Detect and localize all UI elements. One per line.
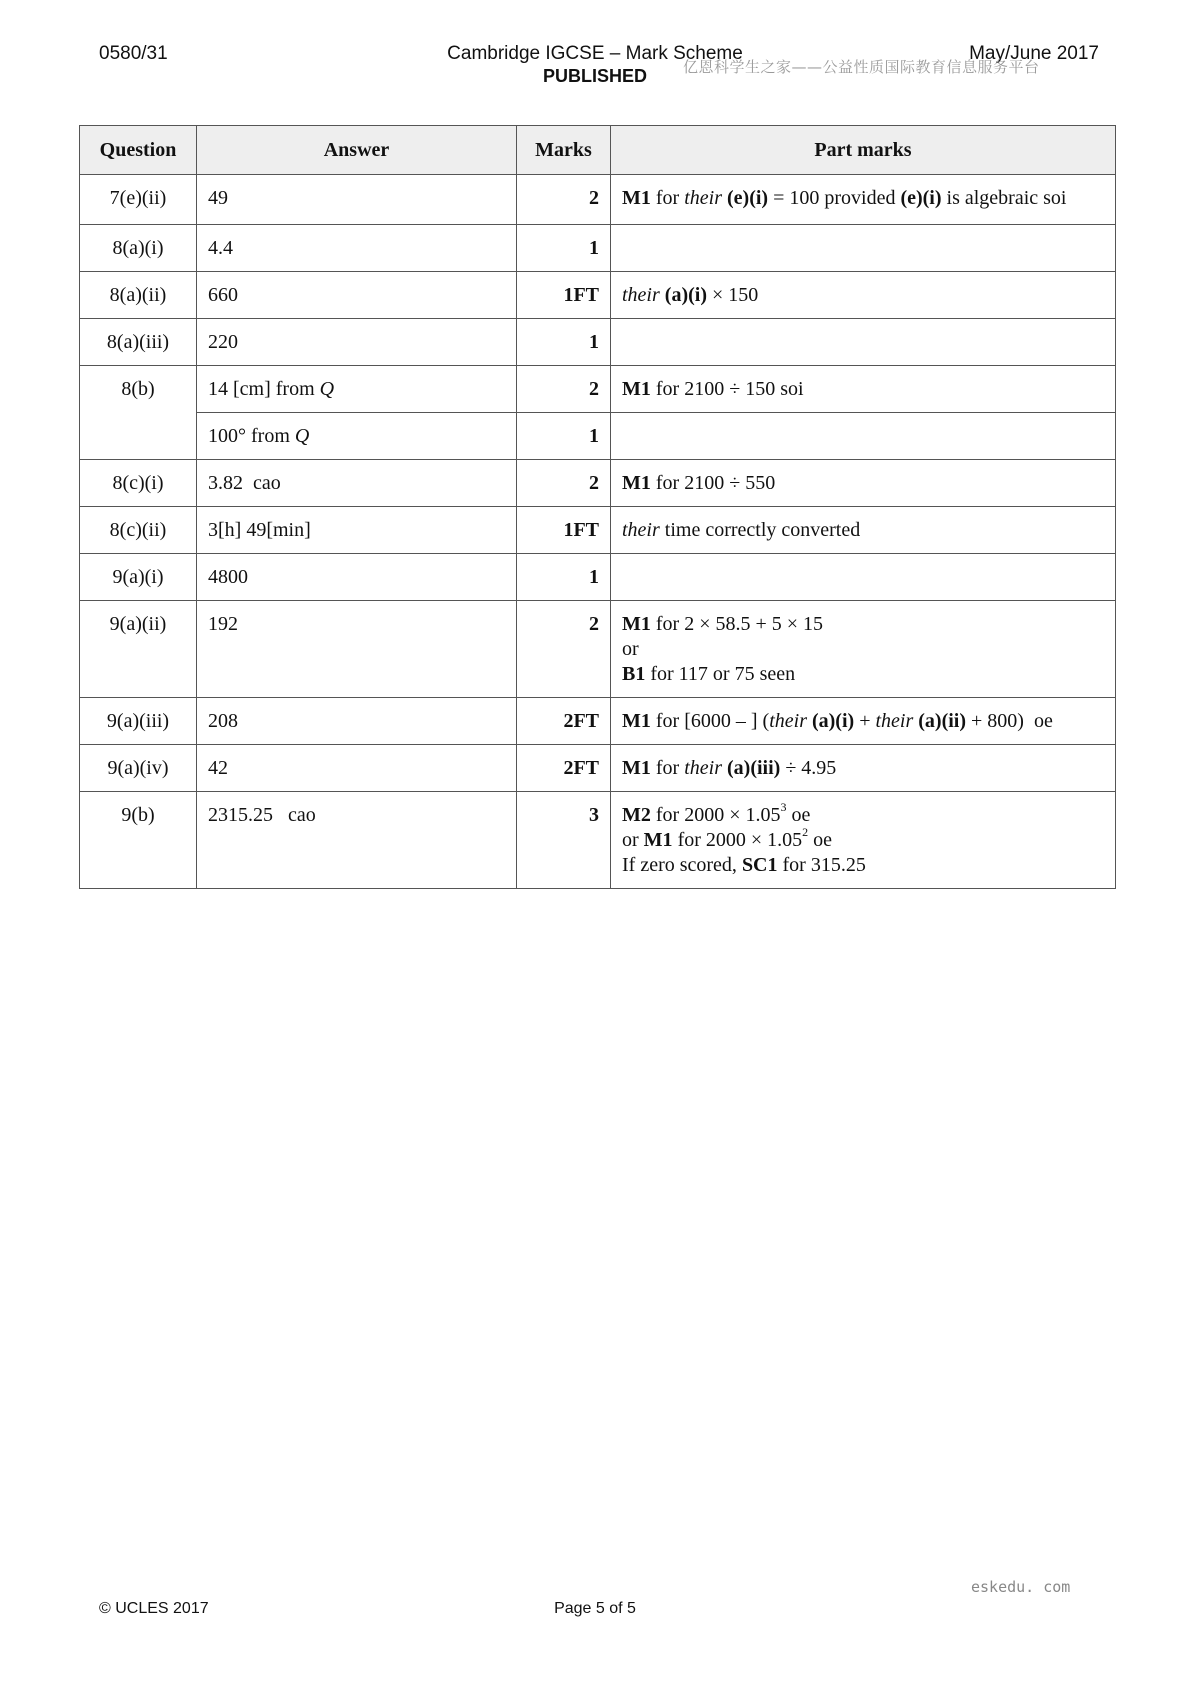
text: or	[622, 829, 644, 851]
table-row	[80, 272, 1116, 319]
marks-cell: 2	[517, 601, 611, 698]
text: for 117 or 75 seen	[645, 663, 796, 685]
text: is algebraic soi	[941, 187, 1067, 209]
table-row	[80, 460, 1116, 507]
exam-session: May/June 2017	[969, 43, 1099, 64]
answer-cell: 3.82 cao	[197, 460, 517, 507]
their-text: their	[875, 710, 914, 732]
part-marks-cell	[611, 601, 1116, 698]
answer-cell: 660	[197, 272, 517, 319]
text: + 800) oe	[966, 710, 1053, 732]
answer-cell: 192	[197, 601, 517, 698]
exponent: 3	[780, 800, 787, 815]
their-text: their	[769, 710, 807, 732]
marks-cell: 2	[517, 175, 611, 225]
mark-code: M1	[622, 710, 651, 732]
question-cell: 9(a)(i)	[80, 554, 197, 601]
question-cell: 9(b)	[80, 792, 197, 889]
site-watermark: eskedu. com	[971, 1578, 1071, 1596]
answer-cell: 4800	[197, 554, 517, 601]
their-text: their	[622, 519, 660, 541]
part-marks-cell	[611, 225, 1116, 272]
marks-cell: 1	[517, 413, 611, 460]
mark-code: M1	[622, 757, 651, 779]
table-row	[80, 554, 1116, 601]
their-text: their	[684, 187, 722, 209]
marks-cell: 2	[517, 366, 611, 413]
part-marks-cell	[611, 175, 1116, 225]
question-cell: 7(e)(ii)	[80, 175, 197, 225]
part-marks-cell	[611, 272, 1116, 319]
marks-cell: 2FT	[517, 698, 611, 745]
answer-cell: 3[h] 49[min]	[197, 507, 517, 554]
marks-cell: 1	[517, 319, 611, 366]
mark-code: M1	[643, 829, 673, 851]
question-cell: 8(c)(ii)	[80, 507, 197, 554]
mark-code: M1	[622, 378, 651, 400]
part-ref: (a)(i)	[664, 284, 707, 306]
published-label: PUBLISHED	[542, 66, 647, 86]
table-row	[80, 175, 1116, 225]
marks-cell: 1	[517, 554, 611, 601]
mark-code: M1	[622, 472, 651, 494]
part-marks-cell	[611, 792, 1116, 889]
text: oe	[808, 829, 833, 851]
exponent: 2	[802, 825, 809, 840]
answer-cell: 42	[197, 745, 517, 792]
question-cell	[80, 413, 197, 460]
part-marks-cell	[611, 366, 1116, 413]
text: If zero scored,	[622, 854, 742, 876]
text: for	[650, 757, 685, 779]
paper-code: 0580/31	[99, 43, 168, 64]
text: for 2000 × 1.05	[672, 829, 803, 851]
document-title: Cambridge IGCSE – Mark Scheme	[447, 43, 743, 64]
text: or	[622, 638, 639, 660]
answer-text: 14 [cm] from	[208, 378, 315, 400]
marks-cell: 1FT	[517, 272, 611, 319]
text: = 100 provided	[768, 187, 901, 209]
question-cell: 8(a)(i)	[80, 225, 197, 272]
text: for [6000 – ] (	[650, 710, 770, 732]
text: for 2100 ÷ 550	[650, 472, 776, 494]
their-text: their	[684, 757, 722, 779]
text: for 2100 ÷ 150 soi	[650, 378, 804, 400]
answer-cell: 208	[197, 698, 517, 745]
table-row	[80, 601, 1116, 698]
table-header-row	[80, 126, 1116, 175]
question-cell: 8(b)	[80, 366, 197, 413]
answer-cell: 2315.25 cao	[197, 792, 517, 889]
question-cell: 8(a)(iii)	[80, 319, 197, 366]
marks-cell: 1	[517, 225, 611, 272]
column-header-marks: Marks	[517, 126, 611, 175]
mark-code: SC1	[741, 854, 778, 876]
marks-cell: 1FT	[517, 507, 611, 554]
mark-scheme-table	[79, 125, 1116, 889]
part-ref: (a)(i)	[811, 710, 855, 732]
marks-cell: 3	[517, 792, 611, 889]
mark-code: M1	[622, 613, 651, 635]
answer-cell	[197, 413, 517, 460]
answer-cell: 49	[197, 175, 517, 225]
mark-code: M2	[622, 804, 651, 826]
table-row	[80, 792, 1116, 889]
question-cell: 8(a)(ii)	[80, 272, 197, 319]
text: for 2000 × 1.05	[650, 804, 781, 826]
part-marks-cell	[611, 698, 1116, 745]
text: ÷ 4.95	[780, 757, 837, 779]
mark-code: B1	[622, 663, 646, 685]
table-row	[80, 698, 1116, 745]
answer-variable: Q	[319, 378, 335, 400]
table-row	[80, 413, 1116, 460]
marks-cell: 2	[517, 460, 611, 507]
answer-cell	[197, 366, 517, 413]
question-cell: 9(a)(iii)	[80, 698, 197, 745]
copyright: © UCLES 2017	[99, 1600, 209, 1617]
table-row	[80, 319, 1116, 366]
part-ref: (e)(i)	[900, 187, 942, 209]
part-ref: (e)(i)	[727, 187, 769, 209]
answer-variable: Q	[294, 425, 310, 447]
text: for 315.25	[777, 854, 866, 876]
question-cell: 9(a)(ii)	[80, 601, 197, 698]
table-row	[80, 507, 1116, 554]
column-header-question: Question	[80, 126, 197, 175]
page-number: Page 5 of 5	[554, 1600, 636, 1617]
text: oe	[786, 804, 811, 826]
watermark-text: 亿恩科学生之家——公益性质国际教育信息服务平台	[683, 58, 1040, 76]
text: +	[854, 710, 876, 732]
marks-cell: 2FT	[517, 745, 611, 792]
table-row	[80, 745, 1116, 792]
table-row	[80, 366, 1116, 413]
text: for 2 × 58.5 + 5 × 15	[650, 613, 824, 635]
question-cell: 9(a)(iv)	[80, 745, 197, 792]
mark-code: M1	[622, 187, 651, 209]
part-marks-cell	[611, 319, 1116, 366]
part-marks-cell	[611, 507, 1116, 554]
text: for	[650, 187, 685, 209]
part-ref: (a)(ii)	[918, 710, 967, 732]
text: time correctly converted	[659, 519, 861, 541]
column-header-part-marks: Part marks	[611, 126, 1116, 175]
column-header-answer: Answer	[197, 126, 517, 175]
part-marks-cell	[611, 413, 1116, 460]
answer-text: 100° from	[208, 425, 290, 447]
table-row	[80, 225, 1116, 272]
text: × 150	[711, 284, 759, 306]
their-text: their	[622, 284, 660, 306]
part-marks-cell	[611, 554, 1116, 601]
part-marks-cell	[611, 460, 1116, 507]
part-ref: (a)(iii)	[727, 757, 781, 779]
answer-cell: 4.4	[197, 225, 517, 272]
part-marks-cell	[611, 745, 1116, 792]
question-cell: 8(c)(i)	[80, 460, 197, 507]
answer-cell: 220	[197, 319, 517, 366]
